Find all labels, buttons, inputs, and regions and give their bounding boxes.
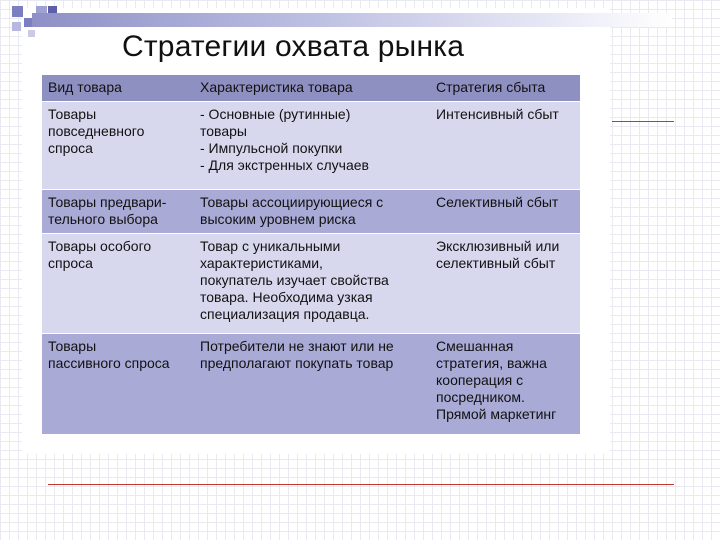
table-row: [42, 102, 580, 190]
table-row: [42, 334, 580, 434]
cell-product-type: [42, 234, 194, 334]
header-product-type: Вид товара: [42, 75, 194, 102]
strategy-table: [42, 74, 580, 434]
table-row: [42, 234, 580, 334]
cell-line: Товары особого: [48, 238, 152, 254]
decor-square: [12, 6, 23, 17]
cell-line: Товары: [48, 338, 97, 354]
cell-line: спроса: [48, 255, 93, 271]
cell-line: тельного выбора: [48, 211, 158, 227]
cell-strategy: [430, 102, 580, 190]
accent-rule-short: [612, 121, 674, 122]
cell-line: Товар с уникальными: [200, 238, 341, 254]
header-strategy: Стратегия сбыта: [430, 75, 580, 102]
cell-line: - Импульсной покупки: [200, 140, 343, 156]
cell-line: селективный сбыт: [436, 255, 556, 271]
cell-line: Эксклюзивный или: [436, 238, 560, 254]
cell-strategy: [430, 190, 580, 234]
cell-line: специализация продавца.: [200, 306, 370, 322]
header-characteristic: Характеристика товара: [194, 75, 430, 102]
cell-line: кооперация с: [436, 372, 524, 388]
decor-square: [12, 22, 21, 31]
table-row: [42, 190, 580, 234]
cell-line: Товары: [48, 106, 97, 122]
table-header-row: [42, 75, 580, 102]
cell-line: Товары ассоциирующиеся с: [200, 194, 384, 210]
cell-line: Потребители не знают или не: [200, 338, 394, 354]
cell-line: повседневного: [48, 123, 145, 139]
cell-line: характеристиками,: [200, 255, 323, 271]
cell-strategy: [430, 334, 580, 434]
cell-product-type: [42, 102, 194, 190]
accent-rule-long: [48, 484, 674, 485]
cell-line: - Для экстренных случаев: [200, 157, 369, 173]
cell-characteristic: [194, 234, 430, 334]
cell-line: товара. Необходима узкая: [200, 289, 373, 305]
cell-line: Смешанная: [436, 338, 514, 354]
cell-characteristic: [194, 102, 430, 190]
cell-line: пассивного спроса: [48, 355, 170, 371]
cell-line: покупатель изучает свойства: [200, 272, 389, 288]
cell-line: - Основные (рутинные): [200, 106, 351, 122]
cell-line: спроса: [48, 140, 93, 156]
decor-square: [28, 30, 35, 37]
cell-line: Интенсивный сбыт: [436, 106, 559, 122]
cell-line: высоким уровнем риска: [200, 211, 356, 227]
cell-line: посредником.: [436, 389, 525, 405]
cell-strategy: [430, 234, 580, 334]
cell-characteristic: [194, 334, 430, 434]
cell-line: Селективный сбыт: [436, 194, 559, 210]
cell-line: товары: [200, 123, 247, 139]
cell-line: стратегия, важна: [436, 355, 547, 371]
cell-line: Прямой маркетинг: [436, 406, 557, 422]
cell-product-type: [42, 334, 194, 434]
cell-line: предполагают покупать товар: [200, 355, 394, 371]
cell-product-type: [42, 190, 194, 234]
cell-line: Товары предвари-: [48, 194, 167, 210]
title-accent-band: [32, 13, 672, 27]
cell-characteristic: [194, 190, 430, 234]
slide-title: Стратегии охвата рынка: [122, 30, 465, 63]
